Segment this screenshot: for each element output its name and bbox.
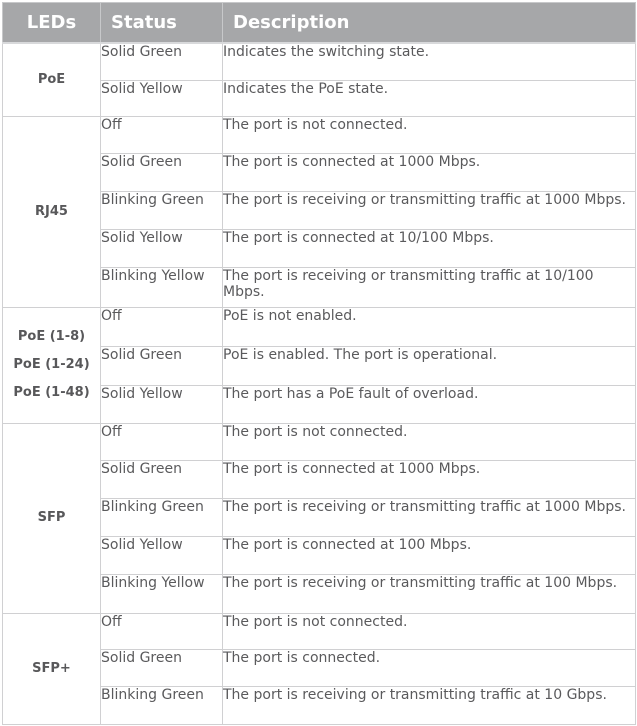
table-row: [3, 307, 636, 346]
status-cell: Blinking Yellow: [101, 267, 223, 307]
led-name-poe-ports: [3, 307, 101, 423]
led-name-sfp: [3, 423, 101, 613]
description-cell: The port is not connected.: [223, 116, 636, 153]
status-cell: Off: [101, 613, 223, 649]
description-cell: The port is receiving or transmitting traffic at 1000 Mbps.: [223, 191, 636, 229]
status-cell: Off: [101, 423, 223, 460]
description-cell: The port is connected at 1000 Mbps.: [223, 460, 636, 498]
status-cell: Blinking Green: [101, 191, 223, 229]
led-label: PoE (1-48): [13, 385, 90, 400]
header-leds: LEDs: [3, 3, 101, 44]
status-cell: Solid Yellow: [101, 536, 223, 574]
description-cell: The port is receiving or transmitting traffic at 1000 Mbps.: [223, 498, 636, 536]
status-cell: Solid Green: [101, 346, 223, 385]
table-header-row: [3, 3, 636, 44]
description-cell: The port is receiving or transmitting traffic at 100 Mbps.: [223, 574, 636, 613]
description-cell: The port is not connected.: [223, 423, 636, 460]
description-cell: PoE is not enabled.: [223, 307, 636, 346]
led-label: PoE: [37, 71, 66, 87]
status-cell: Solid Yellow: [101, 385, 223, 423]
status-cell: Blinking Green: [101, 498, 223, 536]
led-label: RJ45: [35, 203, 68, 219]
description-cell: PoE is enabled. The port is operational.: [223, 346, 636, 385]
description-cell: Indicates the PoE state.: [223, 80, 636, 116]
led-label: PoE (1-8): [17, 329, 86, 344]
table-row: [3, 613, 636, 649]
description-cell: The port is receiving or transmitting traffic at 10 Gbps.: [223, 686, 636, 724]
description-cell: Indicates the switching state.: [223, 43, 636, 80]
status-cell: Solid Green: [101, 649, 223, 686]
table-row: [3, 116, 636, 153]
description-cell: The port is connected at 100 Mbps.: [223, 536, 636, 574]
status-cell: Solid Green: [101, 460, 223, 498]
led-label: SFP+: [32, 660, 71, 676]
status-cell: Blinking Green: [101, 686, 223, 724]
led-label: PoE (1-24): [13, 357, 90, 372]
status-cell: Solid Yellow: [101, 80, 223, 116]
table-row: [3, 43, 636, 80]
status-cell: Solid Green: [101, 43, 223, 80]
led-name-rj45: [3, 116, 101, 307]
header-status: Status: [101, 3, 223, 44]
description-cell: The port is connected at 1000 Mbps.: [223, 153, 636, 191]
header-description: Description: [223, 3, 636, 44]
description-cell: The port is connected at 10/100 Mbps.: [223, 229, 636, 267]
description-cell: The port has a PoE fault of overload.: [223, 385, 636, 423]
description-cell: The port is connected.: [223, 649, 636, 686]
status-cell: Blinking Yellow: [101, 574, 223, 613]
status-cell: Off: [101, 116, 223, 153]
led-name-sfp-plus: [3, 613, 101, 724]
led-name-poe: [3, 43, 101, 116]
status-cell: Solid Green: [101, 153, 223, 191]
description-cell: The port is receiving or transmitting traffic at 10/100 Mbps.: [223, 267, 636, 307]
status-cell: Solid Yellow: [101, 229, 223, 267]
table-row: [3, 423, 636, 460]
led-status-table: [2, 2, 636, 725]
description-cell: The port is not connected.: [223, 613, 636, 649]
status-cell: Off: [101, 307, 223, 346]
led-label: SFP: [37, 510, 66, 525]
